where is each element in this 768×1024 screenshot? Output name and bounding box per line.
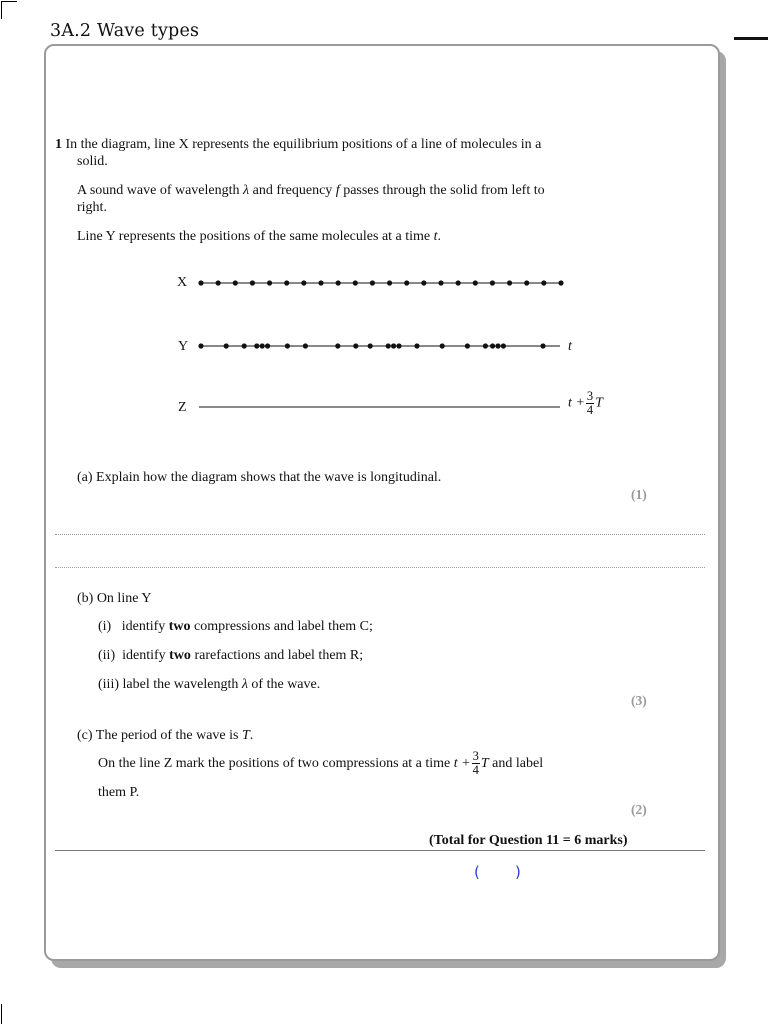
part-b-i [98, 618, 373, 636]
line-z-label: Z [178, 400, 187, 415]
line-y-label: Y [178, 339, 189, 354]
molecule-x [284, 280, 289, 285]
part-c-text-b: . [249, 728, 254, 743]
molecule-y [198, 343, 203, 348]
molecule-x [353, 280, 358, 285]
molecule-y [495, 343, 500, 348]
line-y-time: t [568, 339, 572, 354]
line-x-label: X [177, 275, 188, 290]
part-c-frac-numerator: 3 [472, 749, 479, 764]
molecule-y [490, 343, 495, 348]
section-title: 3A.2 Wave types [50, 21, 200, 41]
molecule-x [541, 280, 546, 285]
molecule-x [216, 280, 221, 285]
f-symbol: f [335, 183, 340, 198]
molecule-y [368, 343, 373, 348]
molecule-x [233, 280, 238, 285]
part-c-line2 [98, 746, 543, 782]
part-c-line3: them P. [98, 785, 140, 800]
part-b-iii-text-a: label the wavelength [122, 677, 242, 692]
z-frac-denominator: 4 [586, 403, 594, 417]
part-b-iii-label: (iii) [98, 677, 119, 692]
molecule-x [507, 280, 512, 285]
question-intro-line2: solid. [77, 154, 108, 169]
molecule-y [501, 343, 506, 348]
z-frac-numerator: 3 [586, 389, 594, 403]
next-page-button[interactable]: ) [515, 863, 521, 881]
molecule-y [414, 343, 419, 348]
part-b-marks: (3) [631, 693, 647, 708]
molecule-x [318, 280, 323, 285]
part-b-ii-label: (ii) [98, 648, 116, 663]
molecule-y [483, 343, 488, 348]
molecule-y [265, 343, 270, 348]
part-b-i-bold: two [168, 619, 191, 634]
part-c-T-symbol: T [241, 728, 250, 743]
molecule-x [558, 280, 563, 285]
part-c-line2-text-a: On the line Z mark the positions of two compressions at a time [98, 756, 454, 771]
part-c-text-a: (c) The period of the wave is [77, 728, 242, 743]
part-c-line2-text-b: and label [488, 756, 544, 771]
molecule-y [260, 343, 265, 348]
answer-line-a1[interactable] [55, 534, 705, 535]
molecule-x [336, 280, 341, 285]
para2-text-a: A sound wave of wavelength [77, 183, 244, 198]
molecule-x [421, 280, 426, 285]
molecule-x [524, 280, 529, 285]
molecule-y [224, 343, 229, 348]
molecule-y [386, 343, 391, 348]
part-a-text: (a) Explain how the diagram shows that the wave is longitudinal. [77, 470, 442, 485]
part-b-intro: (b) On line Y [77, 591, 152, 606]
line-z-time [568, 390, 603, 417]
z-time-prefix: t + [568, 395, 585, 411]
z-time-suffix: T [595, 395, 603, 411]
z-time-fraction [586, 390, 594, 417]
part-c-line1 [77, 727, 253, 745]
molecule-x [301, 280, 306, 285]
part-c-time-prefix: t + [453, 756, 471, 771]
para3-text-b: . [437, 229, 442, 244]
total-underline [55, 850, 705, 851]
part-c-frac-denominator: 4 [472, 763, 479, 778]
molecule-y [391, 343, 396, 348]
molecule-x [456, 280, 461, 285]
part-b-ii-text-b: rarefactions and label them R; [190, 648, 364, 663]
prev-page-button[interactable]: ( [474, 863, 480, 881]
question-intro-line1: In the diagram, line X represents the equilibrium positions of a line of molecules in a [65, 137, 542, 152]
molecule-x [267, 280, 272, 285]
part-b-iii-lambda: λ [241, 677, 248, 692]
molecule-y [242, 343, 247, 348]
molecule-y [353, 343, 358, 348]
part-c-marks: (2) [631, 802, 647, 817]
part-b-i-text-b: compressions and label them C; [190, 619, 373, 634]
molecule-x [438, 280, 443, 285]
question-number: 1 [55, 137, 62, 152]
t-symbol: t [433, 229, 438, 244]
molecule-x [404, 280, 409, 285]
molecule-x [250, 280, 255, 285]
molecule-x [387, 280, 392, 285]
part-b-i-text-a: identify [121, 619, 169, 634]
molecule-y [440, 343, 445, 348]
answer-line-a2[interactable] [55, 567, 705, 568]
para2-text-c: passes through the solid from left to [339, 183, 545, 198]
molecule-y [303, 343, 308, 348]
molecule-y [540, 343, 545, 348]
molecule-y [254, 343, 259, 348]
part-c-time-suffix: T [480, 756, 489, 771]
part-b-ii [98, 647, 363, 665]
question-para2-line2: right. [77, 200, 107, 215]
molecule-y [285, 343, 290, 348]
para2-text-b: and frequency [249, 183, 336, 198]
part-b-ii-text-a: identify [122, 648, 170, 663]
part-b-iii [98, 676, 320, 694]
molecule-x [198, 280, 203, 285]
part-c-time-fraction [472, 750, 480, 777]
part-b-i-label: (i) [98, 619, 112, 634]
molecule-x [473, 280, 478, 285]
total-marks: (Total for Question 11 = 6 marks) [429, 833, 628, 848]
molecule-y [335, 343, 340, 348]
part-b-iii-text-b: of the wave. [247, 677, 321, 692]
molecule-x [490, 280, 495, 285]
part-b-ii-bold: two [169, 648, 191, 663]
part-a-marks: (1) [631, 487, 647, 502]
lambda-symbol: λ [243, 183, 250, 198]
molecule-y [396, 343, 401, 348]
para3-text-a: Line Y represents the positions of the same molecules at a time [77, 229, 434, 244]
molecule-y [465, 343, 470, 348]
molecule-x [370, 280, 375, 285]
